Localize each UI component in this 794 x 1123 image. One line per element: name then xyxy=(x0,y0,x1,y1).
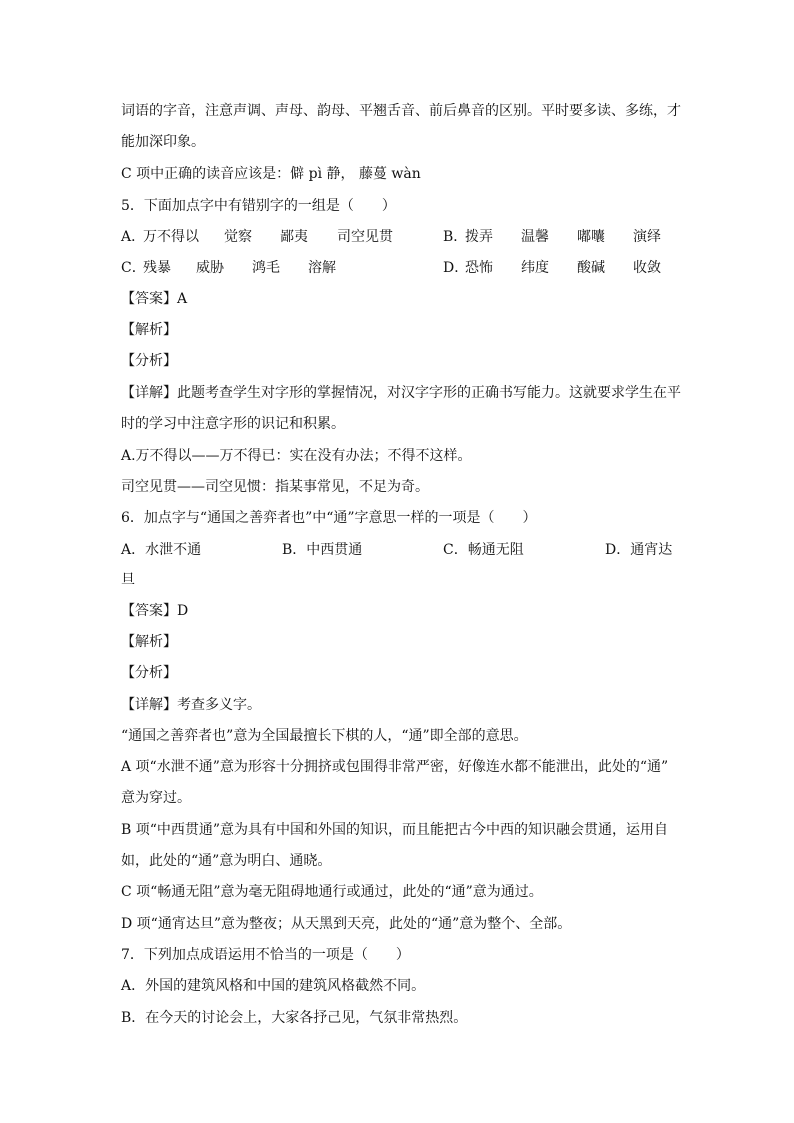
q6-detail-4: 意为穿过。 xyxy=(121,790,191,806)
q6-jiexi: 【解析】 xyxy=(121,634,177,650)
q6-detail-6: 如，此处的“通”意为明白、通晓。 xyxy=(121,853,332,869)
q5-option-d-word-3: 酸碱 xyxy=(577,260,605,276)
q5-option-d-label: D． xyxy=(443,260,469,276)
q6-detail-5: B 项“中西贯通”意为具有中国和外国的知识，而且能把古今中西的知识融会贯通，运用自 xyxy=(121,822,669,838)
q7-option-a: A．外国的建筑风格和中国的建筑风格截然不同。 xyxy=(121,978,426,994)
q5-option-d-word-4: 收敛 xyxy=(633,260,661,276)
q5-option-a-label: A． xyxy=(121,229,146,245)
q5-option-c-word-4: 溶解 xyxy=(308,260,336,276)
q6-option-d-continued: 旦 xyxy=(121,572,135,588)
q5-answer: 【答案】A xyxy=(121,291,188,307)
q5-option-c-label: C． xyxy=(121,260,146,276)
q6-detail-1: 【详解】考查多义字。 xyxy=(121,697,261,713)
q5-detail-2: 时的学习中注意字形的识记和积累。 xyxy=(121,416,345,432)
q5-option-a-word-3: 鄙夷 xyxy=(280,229,308,245)
q6-detail-2: “通国之善弈者也”意为全国最擅长下棋的人，“通”即全部的意思。 xyxy=(121,728,528,744)
q6-detail-8: D 项“通宵达旦”意为整夜；从天黑到天亮，此处的“通”意为整个、全部。 xyxy=(121,916,572,932)
q5-detail-3: A.万不得以——万不得已：实在没有办法；不得不这样。 xyxy=(121,448,472,464)
q6-option-c: C．畅通无阻 xyxy=(443,542,524,558)
q5-option-d-word-1: 恐怖 xyxy=(465,260,493,276)
q5-option-b-label: B． xyxy=(443,229,468,245)
q6-fenxi: 【分析】 xyxy=(121,665,177,681)
q5-option-a-word-4: 司空见贯 xyxy=(337,229,393,245)
q5-option-d-word-2: 纬度 xyxy=(521,260,549,276)
q6-stem: 6．加点字与“通国之善弈者也”中“通”字意思一样的一项是（ ） xyxy=(121,510,537,526)
q5-option-c-word-2: 威胁 xyxy=(196,260,224,276)
q6-detail-7: C 项“畅通无阻”意为毫无阻碍地通行或通过，此处的“通”意为通过。 xyxy=(121,884,543,900)
intro-line-3: C 项中正确的读音应该是：僻 pì 静， 藤蔓 wàn xyxy=(121,166,421,182)
q7-stem: 7．下列加点成语运用不恰当的一项是（ ） xyxy=(121,947,410,963)
q5-jiexi: 【解析】 xyxy=(121,322,177,338)
q6-answer: 【答案】D xyxy=(121,603,189,619)
q5-option-b-word-4: 演绎 xyxy=(633,229,661,245)
q5-option-b-word-3: 嘟囔 xyxy=(577,229,605,245)
q5-detail-4: 司空见贯——司空见惯：指某事常见，不足为奇。 xyxy=(121,479,429,495)
q5-stem: 5．下面加点字中有错别字的一组是（ ） xyxy=(121,198,396,214)
q6-option-a: A．水泄不通 xyxy=(121,542,202,558)
intro-line-2: 能加深印象。 xyxy=(121,134,205,150)
q5-option-c-word-1: 残暴 xyxy=(143,260,171,276)
q7-option-b: B．在今天的讨论会上，大家各抒己见，气氛非常热烈。 xyxy=(121,1010,468,1026)
q5-detail-1: 【详解】此题考查学生对字形的掌握情况，对汉字字形的正确书写能力。这就要求学生在平 xyxy=(121,385,681,401)
q6-detail-3: A 项“水泄不通”意为形容十分拥挤或包围得非常严密，好像连水都不能泄出，此处的“通” xyxy=(121,759,669,775)
q5-option-b-word-2: 温馨 xyxy=(521,229,549,245)
q5-fenxi: 【分析】 xyxy=(121,353,177,369)
q5-option-c-word-3: 鸿毛 xyxy=(252,260,280,276)
q5-option-a-word-2: 觉察 xyxy=(224,229,252,245)
intro-line-1: 词语的字音，注意声调、声母、韵母、平翘舌音、前后鼻音的区别。平时要多读、多练，才 xyxy=(121,103,681,119)
q6-option-b: B．中西贯通 xyxy=(282,542,363,558)
q5-option-b-word-1: 拨弄 xyxy=(465,229,493,245)
q6-option-d: D．通宵达 xyxy=(605,542,673,558)
q5-option-a-word-1: 万不得以 xyxy=(143,229,199,245)
